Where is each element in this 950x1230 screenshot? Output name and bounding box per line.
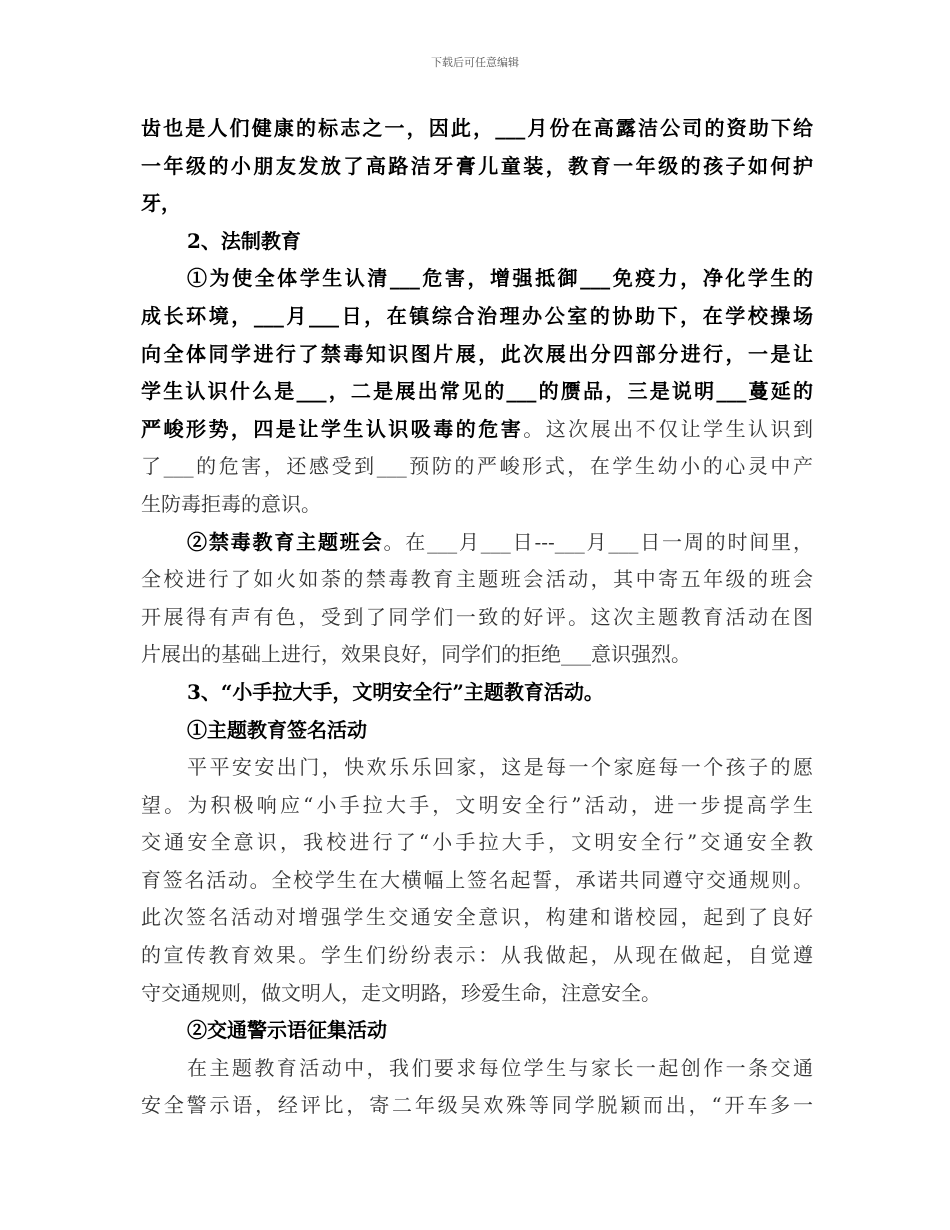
text-line [141, 260, 813, 298]
text-segment: 齿也是人们健康的标志之一，因此，___月份在高露洁公司的资助下给 [141, 116, 813, 140]
text-segment: 全校进行了如火如荼的禁毒教育主题班会活动，其中寄五年级的班会 [141, 567, 813, 592]
text-line [141, 185, 813, 223]
text-line [141, 1087, 813, 1125]
text-line [141, 373, 813, 411]
text-segment: 守交通规则，做文明人，走文明路，珍爱生命，注意安全。 [141, 980, 661, 1005]
text-segment: 育签名活动。全校学生在大横幅上签名起誓，承诺共同遵守交通规则。 [141, 867, 813, 892]
page-header: 下载后可任意编辑 [431, 56, 519, 69]
document-body [141, 110, 813, 1125]
text-segment: 一年级的小朋友发放了高路洁牙膏儿童装，教育一年级的孩子如何护 [141, 153, 813, 178]
text-line [141, 937, 813, 975]
text-line [141, 636, 813, 674]
text-line [141, 336, 813, 374]
text-segment: 的宣传教育效果。学生们纷纷表示：从我做起，从现在做起，自觉遵 [141, 943, 813, 968]
text-segment: ①为使全体学生认清___危害，增强抵御___免疫力，净化学生的 [187, 266, 813, 291]
text-line [141, 712, 813, 750]
text-line [141, 486, 813, 524]
text-segment: 开展得有声有色，受到了同学们一致的好评。这次主题教育活动在图 [141, 604, 813, 629]
text-segment: 在主题教育活动中，我们要求每位学生与家长一起创作一条交通 [187, 1055, 813, 1080]
text-segment: 牙， [141, 191, 181, 216]
text-line [141, 411, 813, 449]
text-segment: 安全警示语，经评比，寄二年级吴欢殊等同学脱颖而出，“开车多一 [141, 1093, 813, 1118]
text-line [141, 749, 813, 787]
text-line [141, 1012, 813, 1050]
text-line [141, 561, 813, 599]
text-line [141, 448, 813, 486]
text-segment: 向全体同学进行了禁毒知识图片展，此次展出分四部分进行，一是让 [141, 341, 813, 366]
text-line [141, 110, 813, 148]
text-segment: 片展出的基础上进行，效果良好，同学们的拒绝___意识强烈。 [141, 642, 691, 667]
text-segment: 平平安安出门，快欢乐乐回家，这是每一个家庭每一个孩子的愿 [187, 755, 813, 780]
text-segment: ②交通警示语征集活动 [187, 1018, 387, 1043]
text-line [141, 148, 813, 186]
text-line [141, 787, 813, 825]
text-segment: 成长环境，___月___日，在镇综合治理办公室的协助下，在学校操场 [141, 303, 813, 328]
text-line [141, 862, 813, 900]
text-segment: 望。为积极响应“小手拉大手，文明安全行”活动，进一步提高学生 [141, 792, 813, 817]
text-line [141, 524, 813, 562]
text-segment: 。这次展出不仅让学生认识到 [523, 416, 813, 441]
text-segment: ②禁毒教育主题班会 [187, 529, 384, 554]
text-segment: 2、法制教育 [187, 228, 301, 253]
text-line [141, 824, 813, 862]
text-line [141, 1050, 813, 1088]
text-segment: 生防毒拒毒的意识。 [141, 491, 321, 516]
text-segment: ①主题教育签名活动 [187, 717, 367, 742]
text-line [141, 674, 813, 712]
text-segment: 此次签名活动对增强学生交通安全意识，构建和谐校园，起到了良好 [141, 905, 813, 930]
text-line [141, 899, 813, 937]
text-line [141, 298, 813, 336]
text-segment: 3、“小手拉大手，文明安全行”主题教育活动。 [187, 679, 604, 704]
text-segment: 交通安全意识，我校进行了“小手拉大手，文明安全行”交通安全教 [141, 830, 813, 855]
text-line [141, 223, 813, 261]
text-line [141, 975, 813, 1013]
text-line [141, 599, 813, 637]
text-segment: 。在___月___日---___月___日一周的时间里， [383, 529, 813, 554]
text-segment: 严峻形势，四是让学生认识吸毒的危害 [141, 416, 524, 441]
text-segment: 了___的危害，还感受到___预防的严峻形式，在学生幼小的心灵中产 [141, 454, 813, 479]
text-segment: 学生认识什么是___，二是展出常见的___的赝品，三是说明___蔓延的 [141, 379, 813, 404]
